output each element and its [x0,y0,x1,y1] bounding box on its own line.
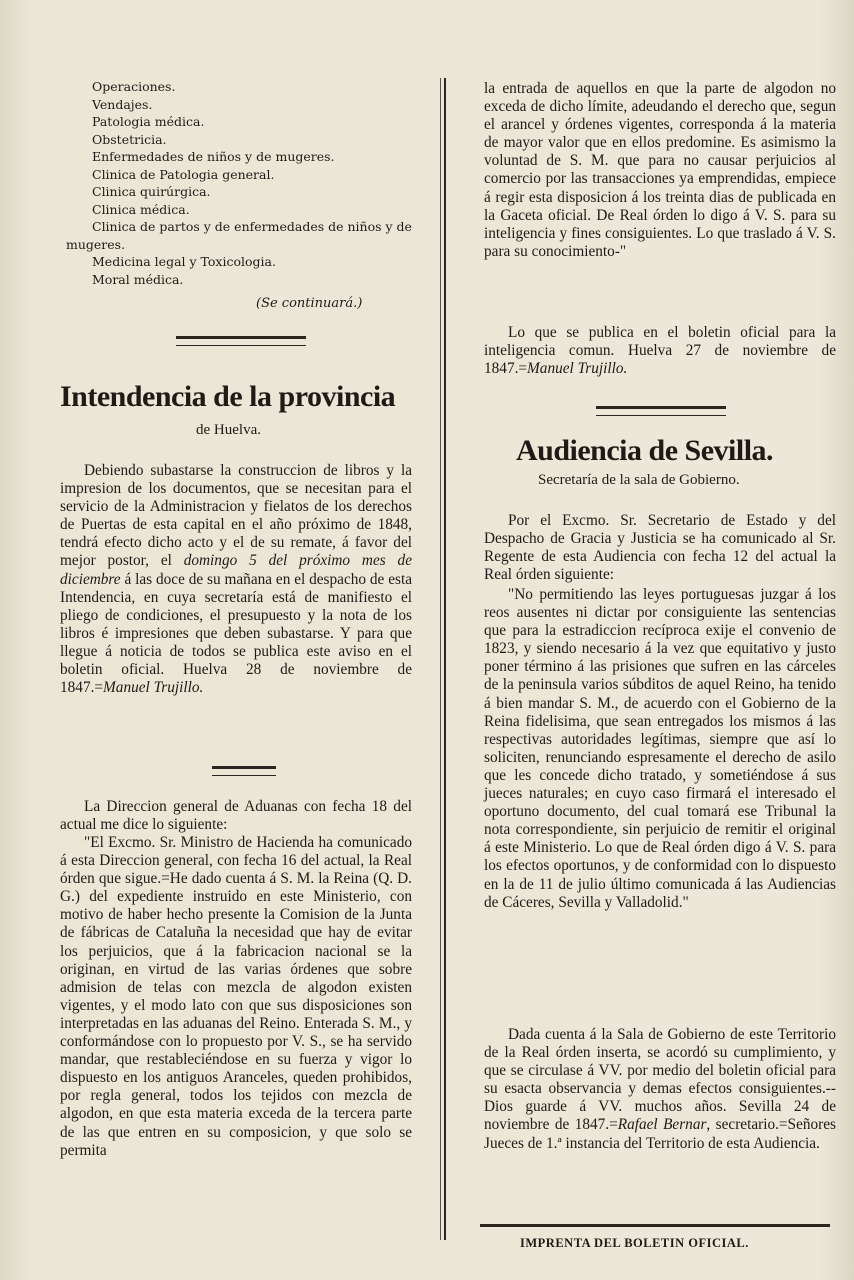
audiencia-order: "No permitiendo las leyes portuguesas juzgar á los reos ausentes ni dictar por consiguiente las sentencias que para la estradiccion recíproca exije el convenio de 1823, y siendo necesario á la vez que equitativo y justo poner término á las prisiones que sufren en las cárceles de la peninsula varios súbditos de aquel Reino, ha tenido á bien mandar S. M., de acuerdo con el Gobierno de la Reina fidelisima, que sean entregados los mismos á las respectivas autoridades legítimas, siempre que así lo soliciten, renunciando espresamente el derecho de asilo que les concede dicho tratado, y sometiéndose á sus jueces naturales; en cuyo caso firmará el interesado el oportuno documento, del cual tomará ese Tribunal la nota correspondiente, sin perjuicio de remitir el original á este Ministerio. Lo que de Real órden digo á V. S. para los efectos oportunos, y de conformidad con lo dispuesto en la de 11 de julio último comunicada á las Audiencias de Cáceres, Sevilla y Valladolid." [484,586,836,911]
subject-item: Vendajes. [92,96,153,112]
subject-item: Medicina legal y Toxicologia. [92,254,276,269]
subject-item: Clinica quirúrgica. [92,184,211,199]
intendencia-notice: Debiendo subastarse la construccion de libros y la impresion de los documentos, que se necesitan para el servicio de la Administracion y fielatos de los derechos de Puertas de esta capital en el año próximo de 1848, tendrá efecto dicho acto y el de su remate, á favor del mejor postor, el domingo 5 del próximo mes de diciembre á las doce de su mañana en el despacho de esta Intendencia, en cuya secretaría está de manifiesto el pliego de condiciones, el presupuesto y la nota de los libros é impresiones que deben subastarse. Y para que llegue á noticia de todos se publica este aviso en el boletin oficial. Huelva 28 de noviembre de 1847.=Manuel Trujillo. [60,462,412,697]
section-divider [176,336,306,346]
subject-item: Clinica de Patologia general. [92,166,275,182]
subject-list [66,78,422,288]
audiencia-subtitle: Secretaría de la sala de Gobierno. [538,472,740,488]
printer-imprint: IMPRENTA DEL BOLETIN OFICIAL. [520,1236,749,1250]
column-rule [444,78,446,1240]
signature: Manuel Trujillo. [103,679,204,697]
audiencia-resolution: Dada cuenta á la Sala de Gobierno de este Territorio de la Real órden inserta, se acordó su cumplimiento, y que se circulase á VV. por medio del boletin oficial para su esacta observancia y demas efectos consiguientes.--Dios guarde á VV. muchos años. Sevilla 24 de noviembre de 1847.=Rafael Bernar, secretario.=Señores Jueces de 1.ª instancia del Territorio de esta Audiencia. [484,1026,836,1152]
intendencia-title: Intendencia de la provincia [60,380,396,413]
section-divider [212,766,276,776]
subject-item: Operaciones. [92,79,176,94]
subject-item: Enfermedades de niños y de mugeres. [92,149,335,164]
subject-item: Clinica de partos y de enfermedades de niños y de [92,219,412,234]
aduanas-closing: Lo que se publica en el boletin oficial para la inteligencia comun. Huelva 27 de noviembre de 1847.=Manuel Trujillo. [484,324,836,378]
subject-item: Moral médica. [92,271,184,287]
subject-item: Patologia médica. [92,114,205,129]
section-divider [596,406,726,416]
subject-item: Clinica médica. [92,201,190,217]
audiencia-title: Audiencia de Sevilla. [516,434,774,467]
audiencia-intro: Por el Excmo. Sr. Secretario de Estado y del Despacho de Gracia y Justicia se ha comunicado al Sr. Regente de esta Audiencia con fecha 12 del actual la Real órden siguiente: [484,512,836,584]
signature: Manuel Trujillo. [527,360,628,378]
aduanas-order-continued: la entrada de aquellos en que la parte de algodon no exceda de dicho límite, adeudando el derecho que, segun el arancel y órdenes vigentes, corresponda á la materia de mayor valor que en ellos predomine. Es asimismo la voluntad de S. M. que para no causar perjuicios al comercio por las transacciones ya emprendidas, empiece á regir esta disposicion á los treinta dias de publicada en la Gaceta oficial. De Real órden lo digo á V. S. para su inteligencia y fines consiguientes. Lo que traslado á V. S. para su conocimiento-" [484,80,836,260]
aduanas-order: "El Excmo. Sr. Ministro de Hacienda ha comunicado á esta Direccion general, con fecha 16 del actual, la Real órden que sigue.=He dado cuenta á S. M. la Reina (Q. D. G.) del expediente instruido en este Ministerio, con motivo de haber hecho presente la Comision de la Junta de fábricas de Cataluña la necesidad que hay de evitar los perjuicios, que á la fabricacion nacional se la originan, en virtud de las varias órdenes que sobre admision de telas con mezcla de algodon existen vigentes, y el modo lato con que sus disposiciones son interpretadas en las aduanas del Reino. Enterada S. M., y conformándose con lo propuesto por V. S., se ha servido mandar, que restableciéndose en su fuerza y vigor lo dispuesto en los antiguos Aranceles, queden prohibidos, por regla general, todos los tejidos con mezcla de algodon, en que esta materia exceda de la tercera parte de las que entren en su composicion, y que solo se permita [60,834,412,1159]
footer-rule [480,1224,830,1227]
intendencia-subtitle: de Huelva. [196,422,261,438]
subject-item: mugeres. [66,236,126,252]
aduanas-intro: La Direccion general de Aduanas con fecha 18 del actual me dice lo siguiente: [60,798,412,834]
continued-note: (Se continuará.) [256,296,363,311]
subject-item: Obstetricia. [92,131,167,147]
signature: Rafael Bernar [617,1116,707,1134]
column-rule-thin [440,78,441,1240]
